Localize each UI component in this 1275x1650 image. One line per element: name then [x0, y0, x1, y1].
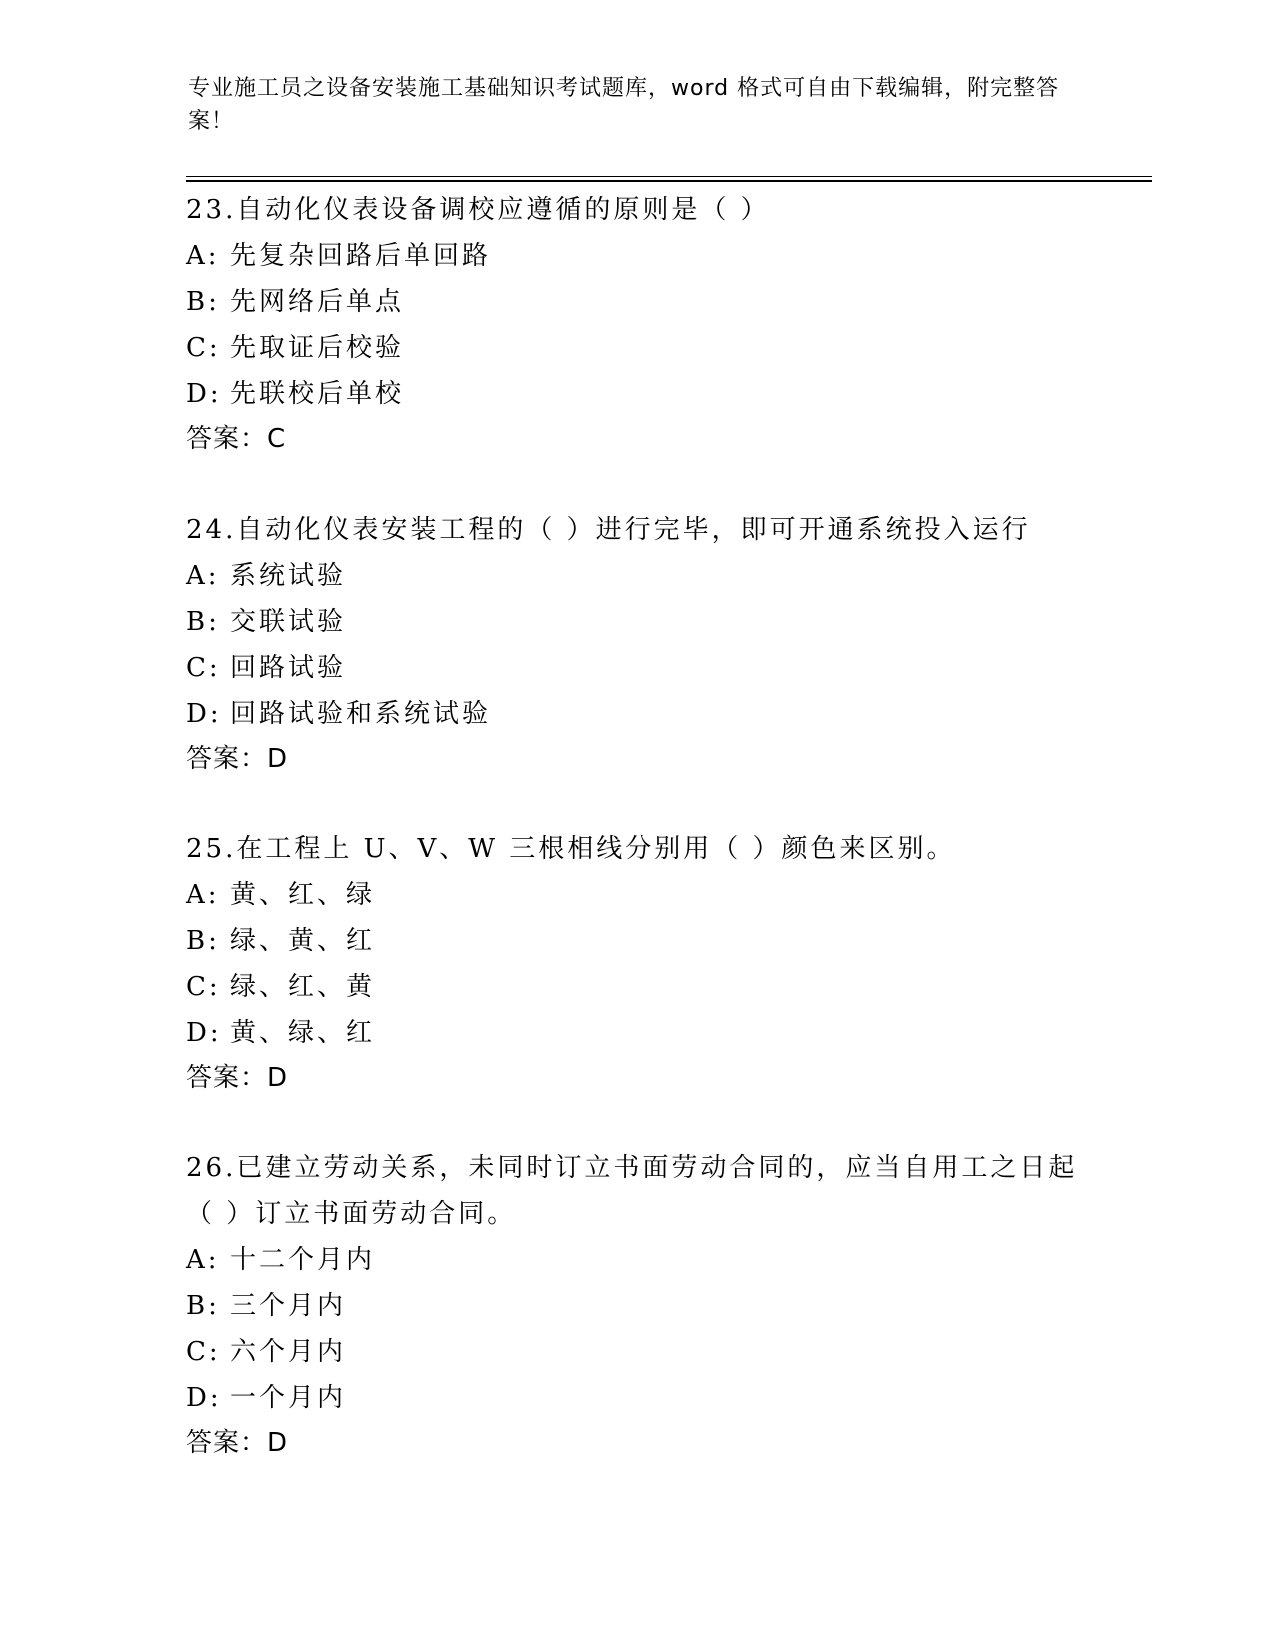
- question-23: [186, 187, 1086, 461]
- header-divider-thin: [186, 176, 1152, 177]
- question-title: 23.自动化仪表设备调校应遵循的原则是（ ）: [186, 195, 770, 225]
- question-24: [186, 507, 1086, 781]
- option-d: [186, 1375, 1086, 1421]
- option-text: 先取证后校验: [230, 333, 405, 363]
- option-text: 黄、红、绿: [230, 880, 376, 910]
- option-letter: A:: [186, 880, 220, 910]
- option-letter: A:: [186, 1245, 220, 1275]
- option-a: [186, 553, 1086, 599]
- option-letter: B:: [186, 926, 220, 956]
- option-c: [186, 325, 1086, 371]
- option-a: [186, 1237, 1086, 1283]
- answer-line: 答案：C: [186, 424, 287, 454]
- option-letter: A:: [186, 561, 220, 591]
- option-text: 回路试验: [230, 653, 347, 683]
- option-letter: B:: [186, 1291, 220, 1321]
- question-title: 24.自动化仪表安装工程的（ ）进行完毕，即可开通系统投入运行: [186, 515, 1031, 545]
- option-d: [186, 371, 1086, 417]
- question-26: [186, 1145, 1086, 1465]
- option-text: 黄、绿、红: [230, 1018, 376, 1048]
- option-b: [186, 599, 1086, 645]
- option-c: [186, 645, 1086, 691]
- option-letter: C:: [186, 1337, 221, 1367]
- option-letter: D:: [186, 1018, 222, 1048]
- option-list: [186, 233, 1086, 417]
- header-divider-thick: [186, 180, 1152, 182]
- question-25: [186, 826, 1086, 1100]
- option-b: [186, 1283, 1086, 1329]
- option-text: 绿、红、黄: [230, 972, 376, 1002]
- option-text: 先联校后单校: [230, 379, 405, 409]
- option-text: 回路试验和系统试验: [230, 699, 492, 729]
- option-text: 先网络后单点: [230, 287, 405, 317]
- option-text: 交联试验: [230, 607, 347, 637]
- option-d: [186, 1010, 1086, 1056]
- option-letter: A:: [186, 241, 220, 271]
- answer-line: 答案：D: [186, 1063, 289, 1093]
- option-list: [186, 872, 1086, 1056]
- option-letter: D:: [186, 699, 222, 729]
- document-header: 专业施工员之设备安装施工基础知识考试题库，word 格式可自由下载编辑，附完整答案！: [188, 76, 1060, 134]
- option-letter: C:: [186, 972, 221, 1002]
- option-d: [186, 691, 1086, 737]
- option-text: 先复杂回路后单回路: [230, 241, 492, 271]
- option-text: 绿、黄、红: [230, 926, 376, 956]
- option-b: [186, 279, 1086, 325]
- option-list: [186, 553, 1086, 737]
- option-list: [186, 1237, 1086, 1421]
- option-letter: C:: [186, 333, 221, 363]
- answer-line: 答案：D: [186, 744, 289, 774]
- option-a: [186, 872, 1086, 918]
- option-text: 六个月内: [230, 1337, 347, 1367]
- option-text: 系统试验: [230, 561, 347, 591]
- option-letter: D:: [186, 379, 222, 409]
- option-letter: B:: [186, 607, 220, 637]
- option-letter: C:: [186, 653, 221, 683]
- question-title: 26.已建立劳动关系，未同时订立书面劳动合同的，应当自用工之日起（ ）订立书面劳动合同。: [186, 1153, 1078, 1229]
- answer-line: 答案：D: [186, 1428, 289, 1458]
- option-a: [186, 233, 1086, 279]
- option-text: 一个月内: [230, 1383, 347, 1413]
- option-letter: D:: [186, 1383, 222, 1413]
- option-letter: B:: [186, 287, 220, 317]
- option-b: [186, 918, 1086, 964]
- option-text: 三个月内: [230, 1291, 347, 1321]
- option-c: [186, 964, 1086, 1010]
- option-text: 十二个月内: [230, 1245, 376, 1275]
- question-title: 25.在工程上 U、V、W 三根相线分别用（ ）颜色来区别。: [186, 834, 956, 864]
- option-c: [186, 1329, 1086, 1375]
